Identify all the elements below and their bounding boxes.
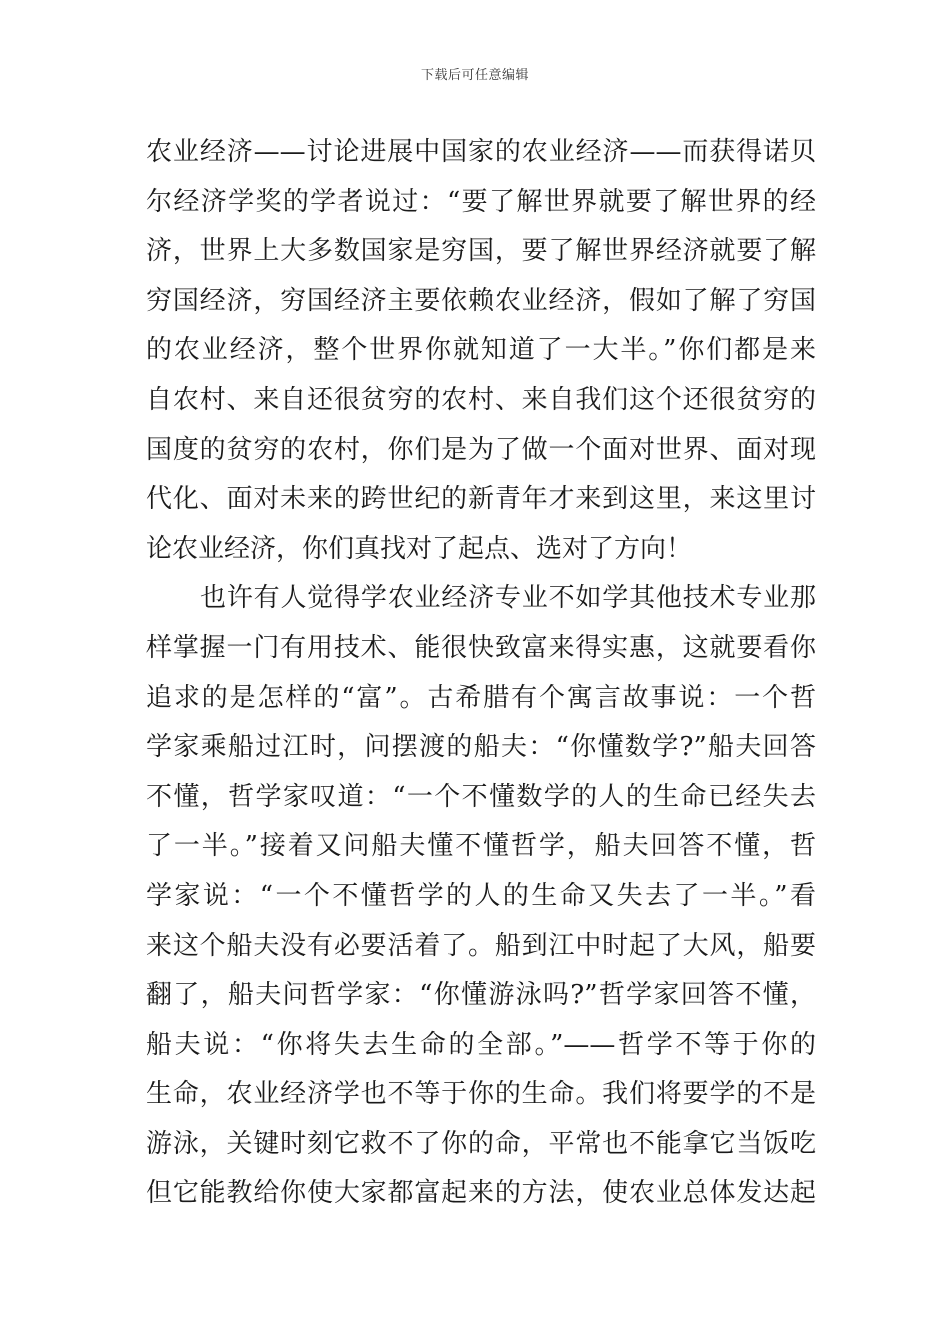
text-line: 游泳，关键时刻它救不了你的命，平常也不能拿它当饭吃: [146, 1128, 816, 1159]
text-line: 代化、面对未来的跨世纪的新青年才来到这里，来这里讨: [146, 484, 816, 515]
text-line: 论农业经济，你们真找对了起点、选对了方向！: [146, 533, 693, 564]
text-line: 的农业经济，整个世界你就知道了一大半。”你们都是来: [146, 335, 816, 366]
page-header: 下载后可任意编辑: [420, 68, 529, 83]
text-line: 穷国经济，穷国经济主要依赖农业经济，假如了解了穷国: [146, 285, 816, 316]
text-line: 农业经济——讨论进展中国家的农业经济——而获得诺贝: [146, 137, 816, 167]
text-line: 生命，农业经济学也不等于你的生命。我们将要学的不是: [146, 1079, 816, 1110]
text-line: 不懂，哲学家叹道：“一个不懂数学的人的生命已经失去: [146, 781, 816, 812]
text-line: 尔经济学奖的学者说过：“要了解世界就要了解世界的经: [146, 186, 816, 217]
text-line: 学家乘船过江时，问摆渡的船夫：“你懂数学?”船夫回答: [146, 732, 816, 763]
text-line: 国度的贫穷的农村，你们是为了做一个面对世界、面对现: [146, 434, 816, 465]
text-line: 自农村、来自还很贫穷的农村、来自我们这个还很贫穷的: [146, 384, 816, 415]
text-line: 样掌握一门有用技术、能很快致富来得实惠，这就要看你: [146, 632, 816, 663]
document-body: [146, 128, 816, 1219]
text-line: 船夫说：“你将失去生命的全部。”——哲学不等于你的: [146, 1029, 816, 1060]
text-line: 济，世界上大多数国家是穷国，要了解世界经济就要了解: [146, 236, 816, 267]
text-line: 但它能教给你使大家都富起来的方法，使农业总体发达起: [146, 1178, 816, 1209]
text-line: 学家说：“一个不懂哲学的人的生命又失去了一半。”看: [146, 880, 816, 911]
paragraph-2: [146, 574, 816, 1219]
text-line: 来这个船夫没有必要活着了。船到江中时起了大风，船要: [146, 930, 816, 961]
text-line: 也许有人觉得学农业经济专业不如学其他技术专业那: [200, 583, 816, 614]
paragraph-1: [146, 128, 816, 574]
text-line: 了一半。”接着又问船夫懂不懂哲学，船夫回答不懂，哲: [146, 831, 816, 862]
text-line: 追求的是怎样的“富”。古希腊有个寓言故事说：一个哲: [146, 682, 816, 713]
text-line: 翻了，船夫问哲学家：“你懂游泳吗?”哲学家回答不懂，: [146, 980, 816, 1011]
